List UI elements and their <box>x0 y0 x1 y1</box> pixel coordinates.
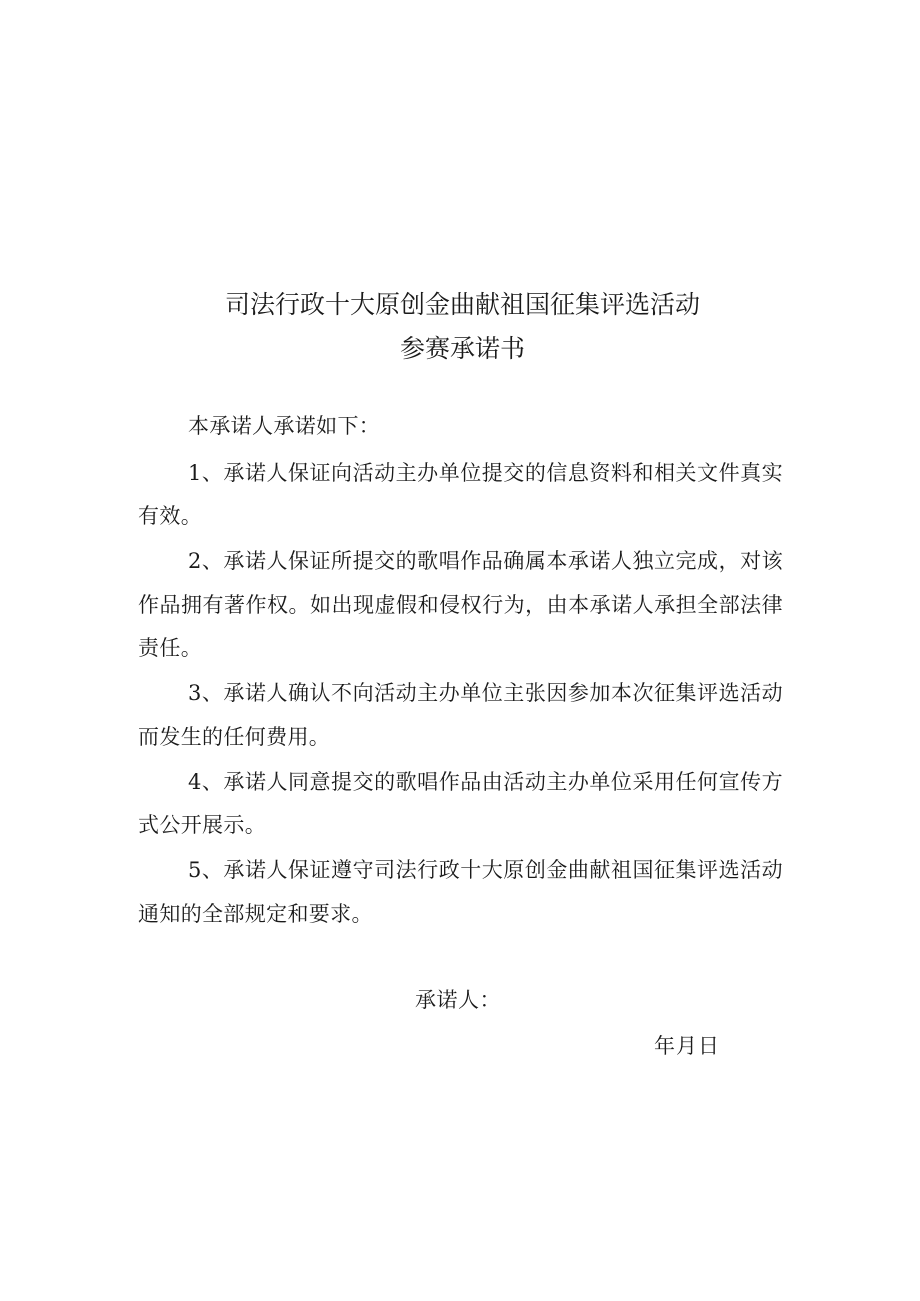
date-label: 年月日 <box>654 1034 720 1058</box>
signer-label: 承诺人： <box>415 988 501 1012</box>
document-title <box>0 283 920 371</box>
commitment-item-4: 4、承诺人同意提交的歌唱作品由活动主办单位采用任何宣传方式公开展示。 <box>138 769 783 837</box>
commitment-item-2: 2、承诺人保证所提交的歌唱作品确属本承诺人独立完成，对该作品拥有著作权。如出现虚假和侵权行为，由本承诺人承担全部法律责任。 <box>138 549 783 660</box>
commitment-item-1: 1、承诺人保证向活动主办单位提交的信息资料和相关文件真实有效。 <box>138 460 783 528</box>
commitment-item-5: 5、承诺人保证遵守司法行政十大原创金曲献祖国征集评选活动通知的全部规定和要求。 <box>138 858 783 926</box>
title-line-2: 参赛承诺书 <box>399 334 525 363</box>
document-body <box>138 405 783 938</box>
commitment-item-3: 3、承诺人确认不向活动主办单位主张因参加本次征集评选活动而发生的任何费用。 <box>138 681 783 749</box>
intro-paragraph: 本承诺人承诺如下： <box>188 414 381 438</box>
title-line-1: 司法行政十大原创金曲献祖国征集评选活动 <box>224 290 700 319</box>
